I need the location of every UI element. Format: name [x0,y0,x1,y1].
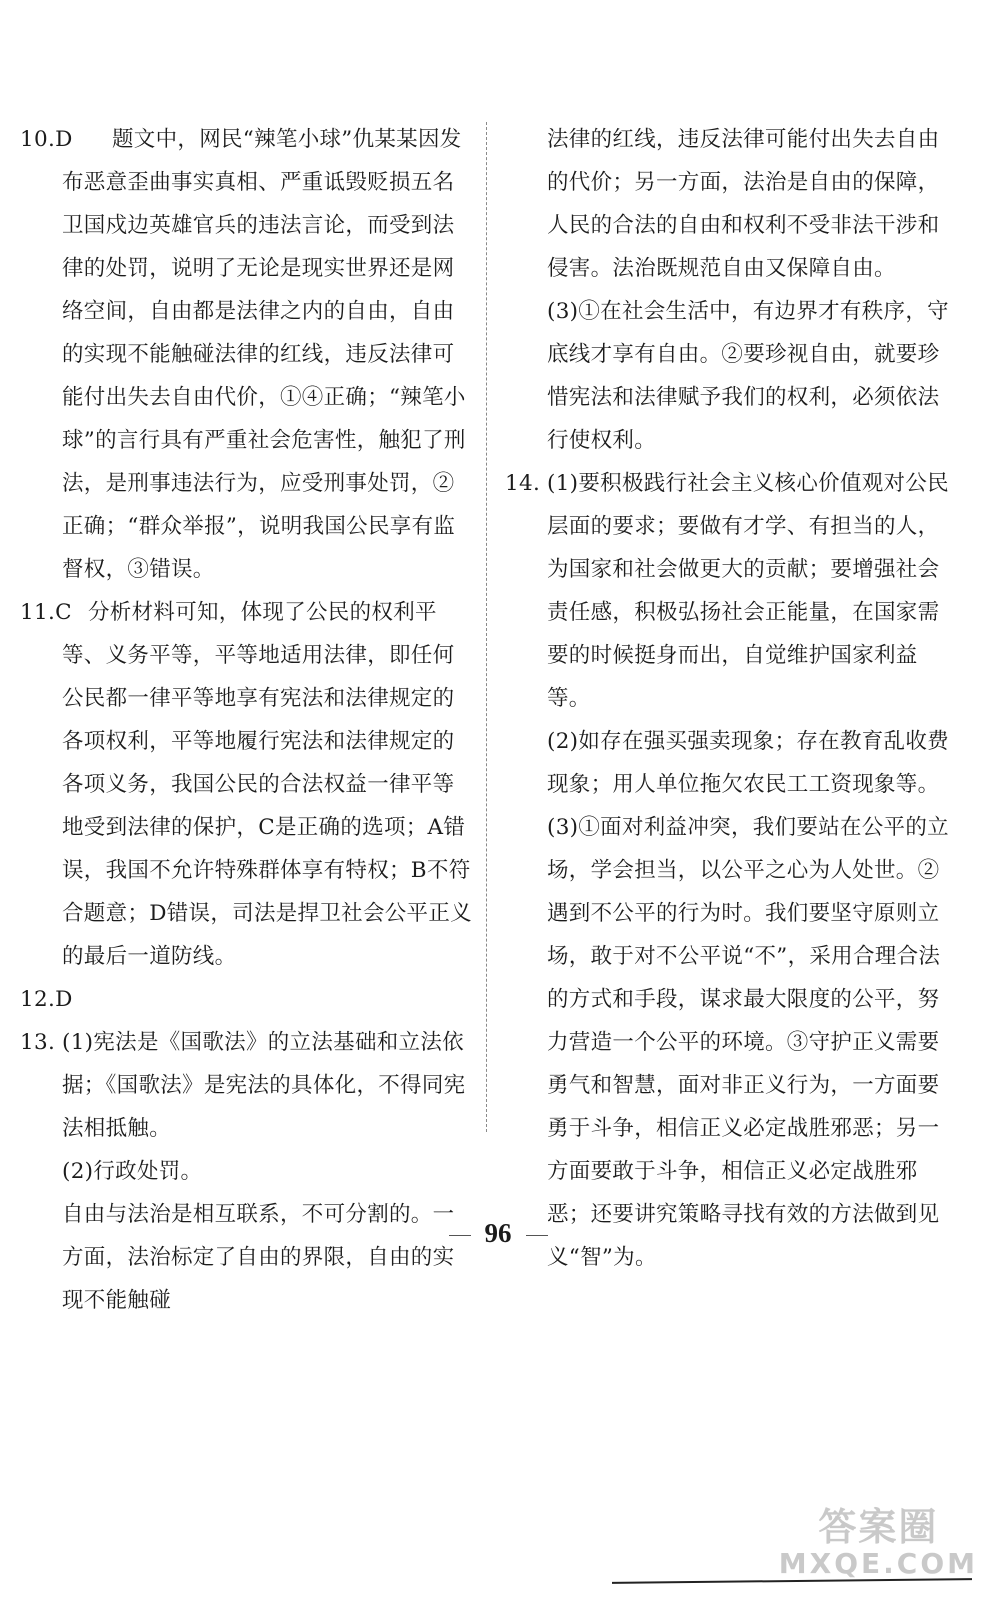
watermark-line-2: MXQE.COM [778,1547,978,1580]
explanation-text: 分析材料可知，体现了公民的权利平等、义务平等，平等地适用法律，即任何公民都一律平等地享有宪法和法律规定的各项权利，平等地履行宪法和法律规定的各项义务，我国公民的合法权益一律平等地受到法律的保护，C是正确的选项；A错误，我国不允许特殊群体享有特权；B不符合题意；D错误，司法是捍卫社会公平正义的最后一道防线。 [62,600,472,969]
question-number: 12. [20,987,56,1012]
part-2: (2)如存在强买强卖现象；存在教育乱收费现象；用人单位拖欠农民工工资现象等。 [547,729,949,797]
watermark-line-1: 答案圈 [818,1505,939,1549]
question-12 [20,978,476,1021]
right-column [505,118,960,1279]
answer-letter: C [55,600,72,625]
question-14 [505,462,960,1279]
question-number: 10. [20,127,56,152]
question-13-part-3: (3)①在社会生活中，有边界才有秩序，守底线才享有自由。②要珍视自由，就要珍惜宪法和法律赋予我们的权利，必须依法行使权利。 [547,299,949,453]
footer-dash-right [526,1235,548,1236]
question-number: 11. [20,600,56,625]
part-3-start: 自由与法治是相互联系，不可分割的。一方面，法治标定了自由的界限，自由的实现不能触碰 [62,1202,455,1313]
page-number: 96 [484,1218,512,1248]
left-column [20,118,476,1322]
question-13-continued: 法律的红线，违反法律可能付出失去自由的代价；另一方面，法治是自由的保障，人民的合法的自由和权利不受非法干涉和侵害。法治既规范自由又保障自由。 [547,127,940,281]
question-10 [20,118,476,591]
footer-dash-left [449,1235,471,1236]
question-11 [20,591,476,978]
part-1: (1)宪法是《国歌法》的立法基础和立法依据；《国歌法》是宪法的具体化，不得同宪法相抵触。 [62,1030,466,1141]
part-1: (1)要积极践行社会主义核心价值观对公民层面的要求；要做有才学、有担当的人，为国家和社会做更大的贡献；要增强社会责任感，积极弘扬社会正能量，在国家需要的时候挺身而出，自觉维护国家利益等。 [547,471,949,711]
explanation-text: 题文中，网民“辣笔小球”仇某某因发布恶意歪曲事实真相、严重诋毁贬损五名卫国戍边英雄官兵的违法言论，而受到法律的处罚，说明了无论是现实世界还是网络空间，自由都是法律之内的自由，自由的实现不能触碰法律的红线，违反法律可能付出失去自由代价，①④正确；“辣笔小球”的言行具有严重社会危害性，触犯了刑法，是刑事违法行为，应受刑事处罚，②正确；“群众举报”，说明我国公民享有监督权，③错误。 [62,127,466,582]
page-footer [0,1218,996,1249]
column-divider [486,122,487,1132]
question-number: 14. [505,471,541,496]
answer-letter: D [55,127,73,152]
part-3: (3)①面对利益冲突，我们要站在公平的立场，学会担当，以公平之心为人处世。②遇到不公平的行为时。我们要坚守原则立场，敢于对不公平说“不”，采用合理合法的方式和手段，谋求最大限度的公平，努力营造一个公平的环境。③守护正义需要勇气和智慧，面对非正义行为，一方面要勇于斗争，相信正义必定战胜邪恶；另一方面要敢于斗争，相信正义必定战胜邪恶；还要讲究策略寻找有效的方法做到见义“智”为。 [547,815,949,1270]
part-2: (2)行政处罚。 [62,1159,203,1184]
watermark-logo [778,1505,978,1580]
answer-letter: D [55,987,73,1012]
question-13 [20,1021,476,1322]
question-number: 13. [20,1030,56,1055]
